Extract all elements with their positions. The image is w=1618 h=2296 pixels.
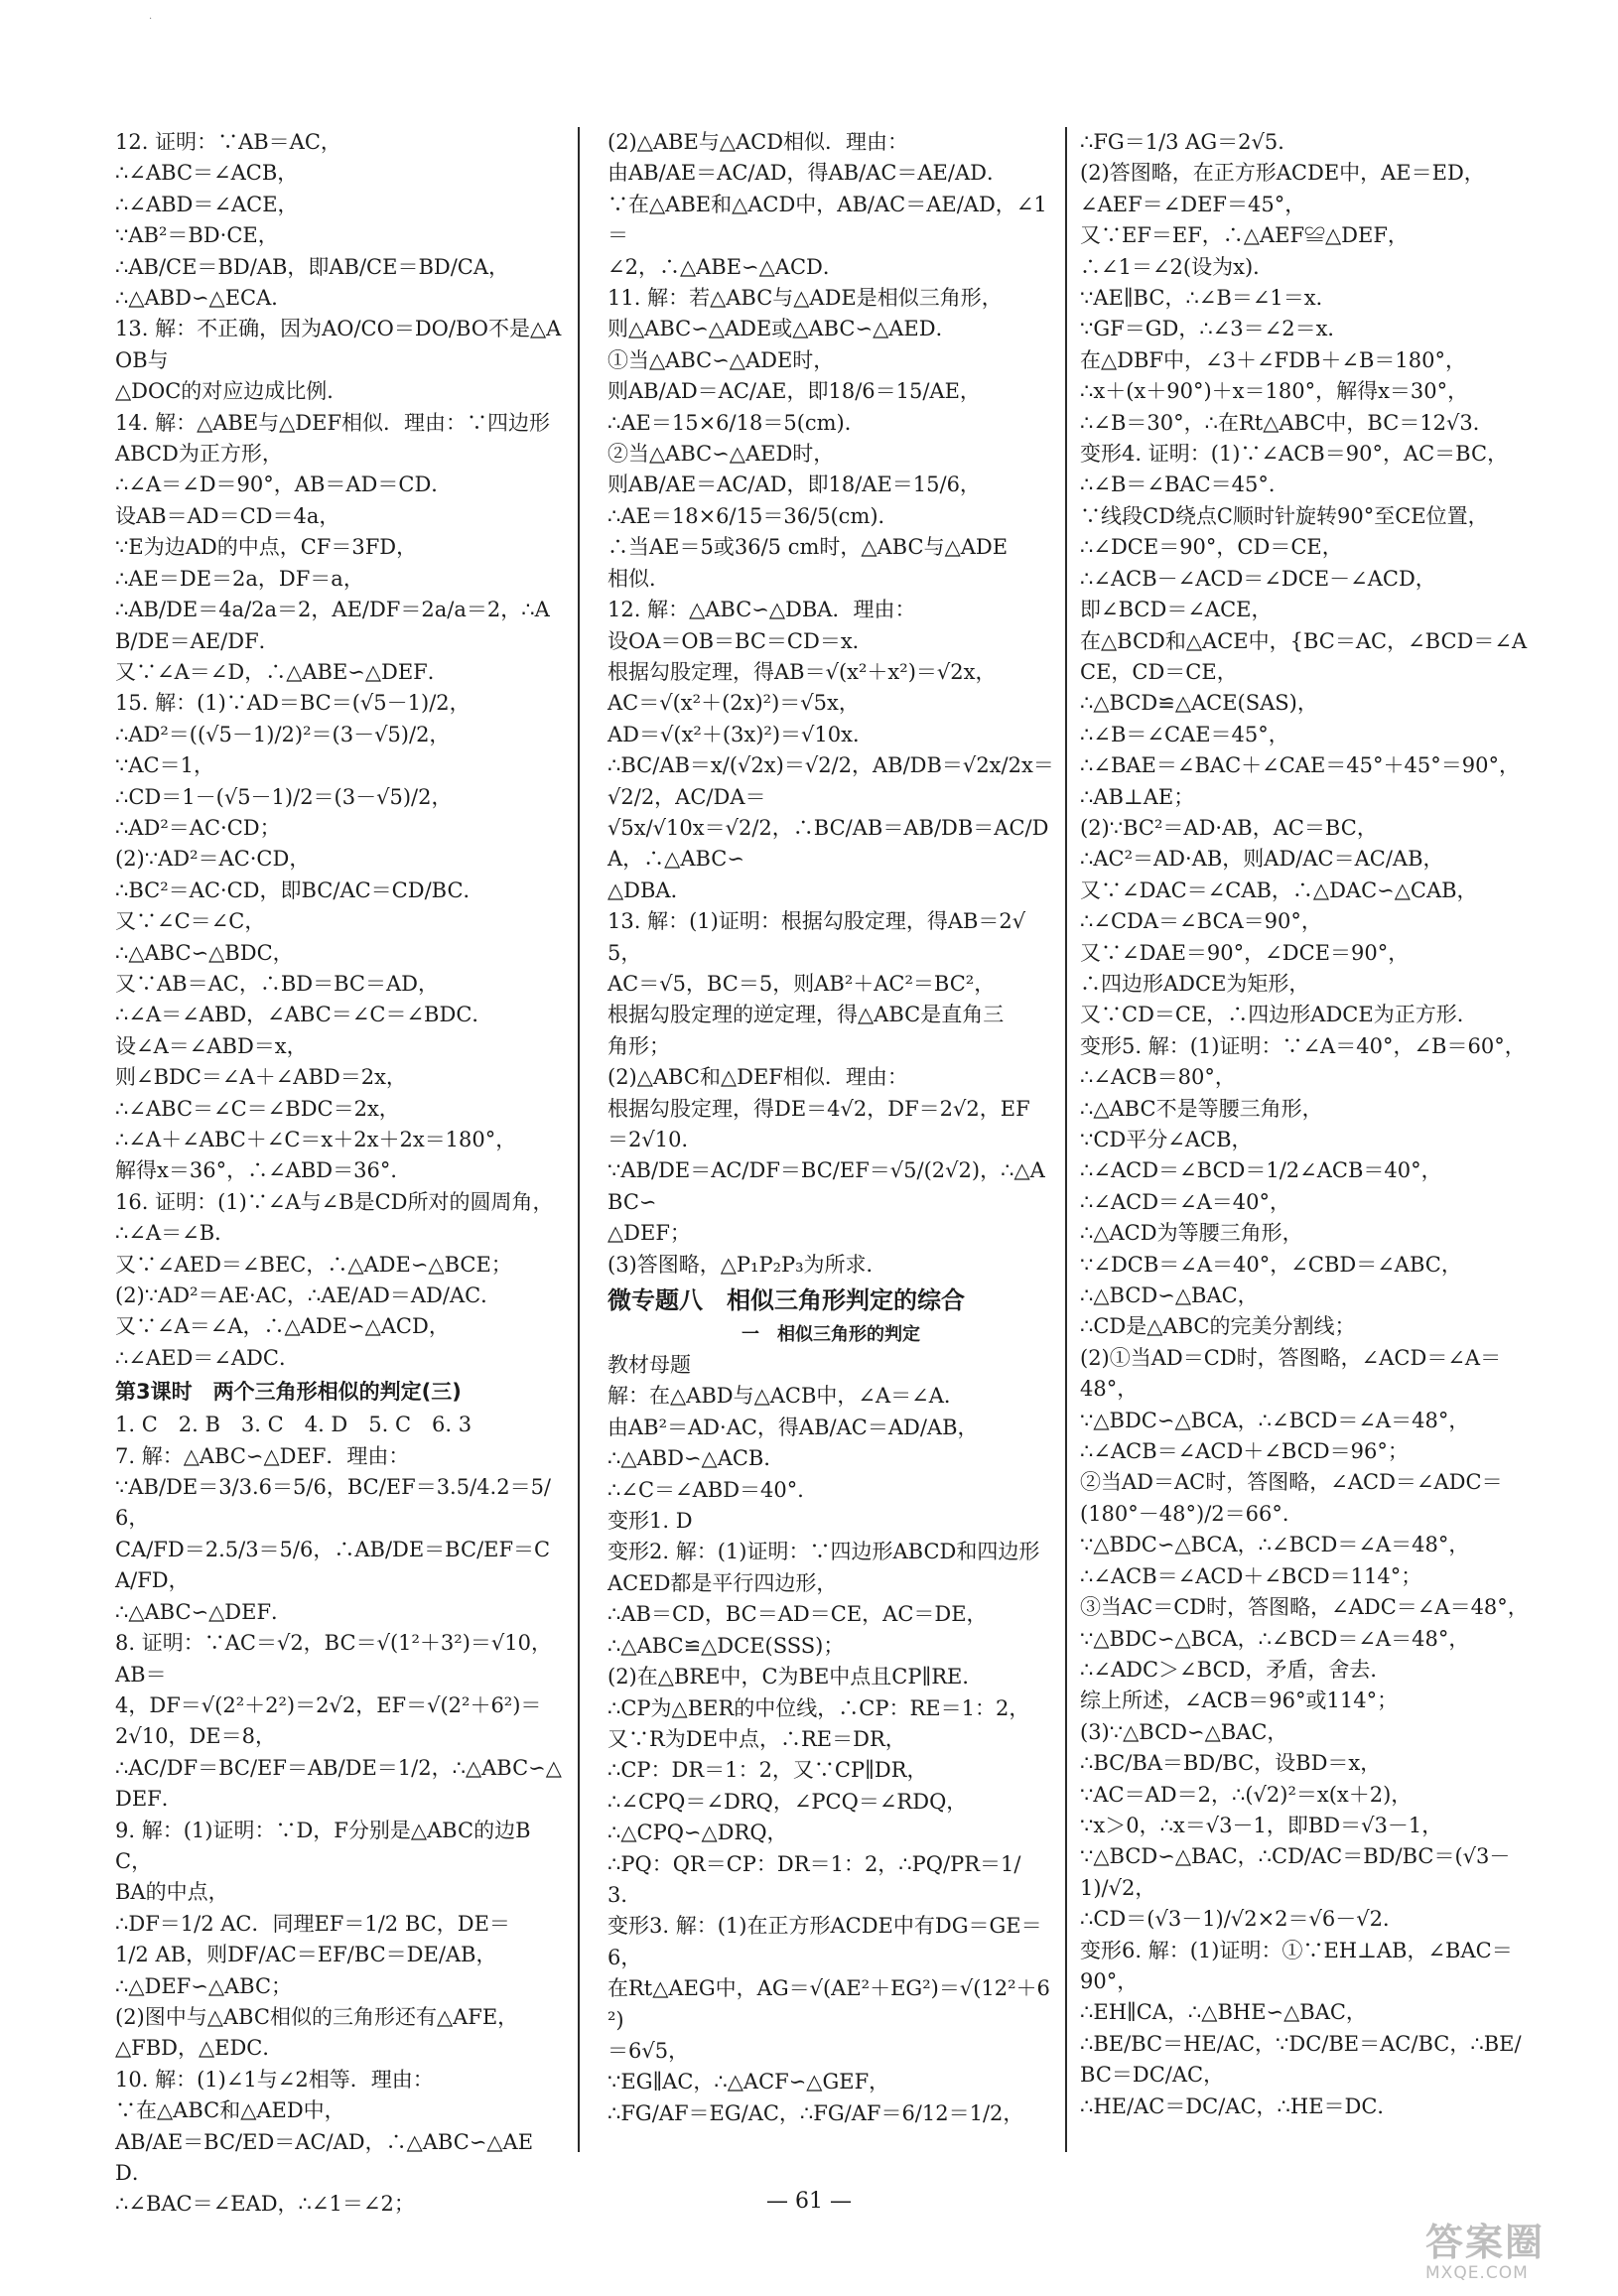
answer-line: ∴∠AED＝∠ADC．: [115, 1345, 300, 1370]
answer-line: 1/2 AB，则DF/AC＝EF/BC＝DE/AB，: [115, 1943, 497, 1967]
answer-line: ∴HE/AC＝DC/AC，∴HE＝DC．: [1080, 2093, 1399, 2118]
answer-line: 则AB/AE＝AC/AD，即18/AE＝15/6，: [607, 473, 981, 497]
answer-line: ∵E为边AD的中点，CF＝3FD，: [115, 535, 418, 560]
answer-line: 变形5. 解：(1)证明：∵∠A＝40°，∠B＝60°，: [1080, 1033, 1526, 1058]
answer-line: ∴x＋(x＋90°)＋x＝180°，解得x＝30°，: [1080, 379, 1469, 404]
answer-line: ∴∠ABC＝∠ACB，: [115, 161, 299, 186]
answer-line: 设OA＝OB＝BC＝CD＝x．: [607, 628, 874, 653]
answer-line: ③当AC＝CD时，答图略，∠ADC＝∠A＝48°，: [1080, 1595, 1529, 1620]
answer-line: ∴∠BAC＝∠EAD，∴∠1＝∠2；: [115, 2192, 415, 2217]
answer-line: ∴∠A＝∠ABD，∠ABC＝∠C＝∠BDC．: [115, 1003, 493, 1027]
answer-line: 则∠BDC＝∠A＋∠ABD＝2x，: [115, 1065, 407, 1090]
answer-line: ∵GF＝GD，∴∠3＝∠2＝x．: [1080, 317, 1349, 341]
answer-line: ACED都是平行四边形，: [607, 1570, 838, 1595]
answer-line: √5x/√10x＝√2/2，∴BC/AB＝AB/DB＝AC/DA，∴△ABC∽: [607, 815, 1049, 872]
answer-line: ∴∠DCE＝90°，CD＝CE，: [1080, 535, 1343, 560]
answer-line: 设∠A＝∠ABD＝x，: [115, 1033, 308, 1058]
answer-line: 2√10，DE＝8，: [115, 1724, 276, 1749]
answer-line: ∴∠ACB－∠ACD＝∠DCE－∠ACD，: [1080, 566, 1436, 591]
answer-line: 15. 解：(1)∵AD＝BC＝(√5－1)/2，: [115, 691, 471, 716]
answer-line: 则AB/AD＝AC/AE，即18/6＝15/AE，: [607, 379, 981, 404]
answer-line: 解：在△ABD与△ACB中，∠A＝∠A．: [607, 1384, 965, 1409]
answer-line: 又∵∠A＝∠A，∴△ADE∽△ACD，: [115, 1314, 450, 1339]
column-divider-2: [1065, 127, 1067, 2152]
answer-line: (2)图中与△ABC相似的三角形还有△AFE，: [115, 2004, 519, 2029]
answer-line: ∴CP为△BER的中位线，∴CP：RE＝1：2，: [607, 1695, 1030, 1720]
answer-line: ∴CP：DR＝1：2，又∵CP∥DR，: [607, 1758, 928, 1783]
answer-line: 7. 解：△ABC∽△DEF．理由：: [115, 1443, 410, 1468]
answer-line: △DOC的对应边成比例．: [115, 379, 348, 404]
answer-line: 13. 解：(1)证明：根据勾股定理，得AB＝2√5，: [607, 909, 1026, 965]
scan-mark: ·: [149, 14, 153, 25]
answer-line: AD＝√(x²＋(3x)²)＝√10x．: [607, 722, 874, 746]
answer-line: ∴△ABD∽△ACB．: [607, 1446, 785, 1471]
answer-line: 6，: [607, 1945, 642, 1969]
answer-line: ∴∠ADC＞∠BCD，矛盾，舍去．: [1080, 1657, 1392, 1682]
answer-line: ∴△ABC不是等腰三角形，: [1080, 1096, 1323, 1121]
answer-line: ∴∠ACD＝∠BCD＝1/2∠ACB＝40°，: [1080, 1158, 1442, 1183]
answer-line: ∴EH∥CA，∴△BHE∽△BAC，: [1080, 2000, 1367, 2025]
answer-line: (2)△ABE与△ACD相似．理由：: [607, 130, 909, 154]
answer-line: ∴CD＝1－(√5－1)/2＝(3－√5)/2，: [115, 784, 453, 809]
answer-line: ∵AB²＝BD·CE，: [115, 223, 279, 248]
answer-line: ∴BE/BC＝HE/AC，∵DC/BE＝AC/BC，∴BE/BC＝DC/AC，: [1080, 2031, 1522, 2088]
answer-line: △FBD，△EDC．: [115, 2036, 284, 2061]
answer-line: ＝6√5，: [607, 2038, 690, 2063]
answer-line: ∴AB/CE＝BD/AB，即AB/CE＝BD/CA，: [115, 254, 510, 279]
answer-line: ∵AB/DE＝3/3.6＝5/6，BC/EF＝3.5/4.2＝5/6，: [115, 1475, 552, 1531]
answer-line: ∴∠ACB＝∠ACD＋∠BCD＝114°；: [1080, 1563, 1422, 1588]
answer-line: (2)在△BRE中，C为BE中点且CP∥RE．: [607, 1665, 984, 1689]
answer-line: 48°，: [1080, 1377, 1139, 1402]
answer-line: ∴CD＝(√3－1)/√2×2＝√6－√2．: [1080, 1907, 1405, 1932]
answer-line: 13. 解：不正确，因为AO/CO＝DO/BO不是△AOB与: [115, 317, 562, 372]
answer-line: 又∵∠DAC＝∠CAB，∴△DAC∽△CAB，: [1080, 878, 1478, 902]
answer-line: 一 相似三角形的判定: [742, 1324, 920, 1346]
answer-line: ∵AC＝1，: [115, 753, 214, 778]
watermark-text: 答案圈: [1425, 2221, 1546, 2264]
answer-line: 变形4. 证明：(1)∵∠ACB＝90°，AC＝BC，: [1080, 442, 1509, 467]
answer-line: ∵在△ABC和△AED中，: [115, 2098, 345, 2123]
watermark-logo: [1425, 2222, 1594, 2285]
answer-line: BA的中点，: [115, 1880, 229, 1905]
answer-line: AB/AE＝BC/ED＝AC/AD，∴△ABC∽△AED．: [115, 2129, 534, 2185]
answer-line: (2)∵AD²＝AE·AC，∴AE/AD＝AD/AC．: [115, 1283, 502, 1308]
answer-line: ∴△ABC∽△DEF．: [115, 1599, 293, 1624]
answer-line: ∴AD²＝AC·CD；: [115, 815, 281, 840]
answer-line: 在△BCD和△ACE中，{BC＝AC，∠BCD＝∠ACE，CD＝CE，: [1080, 628, 1528, 684]
answer-line: 综上所述，∠ACB＝96°或114°；: [1080, 1688, 1399, 1713]
answer-line: ∴∠A＝∠D＝90°，AB＝AD＝CD．: [115, 473, 453, 497]
answer-line: 又∵CD＝CE，∴四边形ADCE为正方形．: [1080, 1003, 1478, 1027]
answer-line: ∵x＞0，∴x＝√3－1，即BD＝√3－1，: [1080, 1813, 1443, 1837]
answer-line: ②当△ABC∽△AED时，: [607, 442, 835, 467]
answer-line: (2)①当AD＝CD时，答图略，∠ACD＝∠A＝: [1080, 1345, 1502, 1370]
answer-line: 1. C 2. B 3. C 4. D 5. C 6. 3: [115, 1413, 472, 1437]
answer-line: 90°，: [1080, 1968, 1139, 1993]
answer-line: ∴∠CDA＝∠BCA＝90°，: [1080, 909, 1322, 934]
answer-line: (3)∵△BCD∽△BAC，: [1080, 1719, 1288, 1744]
answer-line: AC＝√(x²＋(2x)²)＝√5x，: [607, 691, 860, 716]
answer-line: 又∵EF＝EF，∴△AEF≌△DEF，: [1080, 223, 1409, 248]
answer-line: ∴△ABC≌△DCE(SSS)；: [607, 1633, 845, 1658]
answer-line: ∵△BDC∽△BCA，∴∠BCD＝∠A＝48°，: [1080, 1408, 1470, 1432]
answer-line: ABCD为正方形，: [115, 442, 283, 467]
answer-line: 在△DBF中，∠3＋∠FDB＋∠B＝180°，: [1080, 347, 1466, 372]
answer-line: 相似．: [607, 566, 670, 591]
answer-line: (3)答图略，△P₁P₂P₃为所求．: [607, 1252, 887, 1277]
answer-line: 根据勾股定理，得AB＝√(x²＋x²)＝√2x，: [607, 659, 997, 684]
answer-line: 又∵∠A＝∠D，∴△ABE∽△DEF．: [115, 659, 449, 684]
answer-line: ∵△BCD∽△BAC，∴CD/AC＝BD/BC＝(√3－1)/√2，: [1080, 1844, 1511, 1900]
answer-line: ∴AC²＝AD·AB，则AD/AC＝AC/AB，: [1080, 847, 1444, 872]
answer-line: 12. 解：△ABC∽△DBA．理由：: [607, 598, 916, 622]
answer-line: ∴AB＝CD，BC＝AD＝CE，AC＝DE，: [607, 1602, 988, 1627]
answer-line: (180°－48°)/2＝66°．: [1080, 1501, 1303, 1526]
answer-line: (2)∵BC²＝AD·AB，AC＝BC，: [1080, 815, 1378, 840]
answer-line: ∴△ABD∽△ECA．: [115, 286, 293, 311]
answer-line: ∴△BCD≌△ACE(SAS)，: [1080, 691, 1318, 716]
answer-line: (2)△ABC和△DEF相似．理由：: [607, 1065, 908, 1090]
answer-line: ∴△BCD∽△BAC，: [1080, 1283, 1259, 1308]
answer-line: 16. 证明：(1)∵∠A与∠B是CD所对的圆周角，: [115, 1189, 554, 1214]
answer-line: 变形1. D: [607, 1509, 693, 1534]
answer-column-right: [1080, 127, 1537, 2122]
answer-line: ∵∠DCB＝∠A＝40°，∠CBD＝∠ABC，: [1080, 1252, 1462, 1277]
column-divider-1: [578, 127, 580, 2152]
answer-line: ∵CD平分∠ACB，: [1080, 1128, 1253, 1151]
answer-line: ∵AC＝AD＝2，∴(√2)²＝x(x＋2)，: [1080, 1782, 1413, 1807]
answer-line: ∵△BDC∽△BCA，∴∠BCD＝∠A＝48°，: [1080, 1626, 1470, 1651]
answer-line: △DBA．: [607, 878, 692, 902]
answer-line: 10. 解：(1)∠1与∠2相等．理由：: [115, 2067, 434, 2092]
answer-line: ∵△BDC∽△BCA，∴∠BCD＝∠A＝48°，: [1080, 1533, 1470, 1557]
answer-line: 变形2. 解：(1)证明：∵四边形ABCD和四边形: [607, 1540, 1040, 1564]
answer-line: 根据勾股定理的逆定理，得△ABC是直角三: [607, 1003, 1005, 1027]
answer-line: 4，DF＝√(2²＋2²)＝2√2，EF＝√(2²＋6²)＝: [115, 1692, 542, 1717]
answer-line: 11. 解：若△ABC与△ADE是相似三角形，: [607, 286, 1003, 311]
answer-line: ∴∠B＝∠CAE＝45°，: [1080, 722, 1289, 746]
answer-line: 由AB/AE＝AC/AD，得AB/AC＝AE/AD．: [607, 161, 1008, 186]
answer-line: 设AB＝AD＝CD＝4a，: [115, 503, 340, 528]
answer-line: ∴四边形ADCE为矩形，: [1080, 971, 1310, 996]
answer-line: 又∵R为DE中点，∴RE＝DR，: [607, 1726, 906, 1751]
answer-line: ∴∠ACD＝∠A＝40°，: [1080, 1189, 1291, 1214]
answer-line: ∴∠ABD＝∠ACE，: [115, 192, 299, 216]
answer-line: ∴FG＝1/3 AG＝2√5．: [1080, 130, 1299, 154]
answer-line: ∴BC/AB＝x/(√2x)＝√2/2，AB/DB＝√2x/2x＝√2/2，AC/DA＝: [607, 753, 1054, 809]
answer-line: ∴AE＝DE＝2a，DF＝a，: [115, 566, 364, 591]
answer-line: ∴BC²＝AC·CD，即BC/AC＝CD/BC．: [115, 878, 484, 902]
answer-line: 又∵∠AED＝∠BEC，∴△ADE∽△BCE；: [115, 1252, 512, 1277]
answer-line: ∴∠C＝∠ABD＝40°．: [607, 1477, 819, 1502]
answer-line: ∴BC/BA＝BD/BC，设BD＝x，: [1080, 1751, 1382, 1776]
answer-line: 9. 解：(1)证明：∵D，F分别是△ABC的边BC，: [115, 1818, 531, 1873]
answer-line: 根据勾股定理，得DE＝4√2，DF＝2√2，EF: [607, 1096, 1030, 1121]
answer-line: ∴AE＝15×6/18＝5(cm)．: [607, 410, 866, 435]
answer-line: ＝2√10．: [607, 1128, 703, 1151]
answer-line: ∴AD²＝((√5－1)/2)²＝(3－√5)/2，: [115, 722, 451, 746]
answer-line: ∴△ABC∽△BDC，: [115, 940, 294, 965]
answer-line: 又∵AB＝AC，∴BD＝BC＝AD，: [115, 971, 439, 996]
answer-line: ∴△DEF∽△ABC；: [115, 1973, 293, 1998]
answer-line: 由AB²＝AD·AC，得AB/AC＝AD/AB，: [607, 1415, 979, 1439]
answer-column-left: [115, 127, 564, 2221]
answer-line: 即∠BCD＝∠ACE，: [1080, 598, 1273, 622]
answer-line: ∵EG∥AC，∴△ACF∽△GEF，: [607, 2070, 890, 2094]
answer-line: 变形6. 解：(1)证明：①∵EH⊥AB，∠BAC＝: [1080, 1938, 1513, 1962]
answer-column-middle: [607, 127, 1054, 2129]
answer-line: ∴∠B＝∠BAC＝45°．: [1080, 473, 1289, 497]
answer-line: ∴∠B＝30°，∴在Rt△ABC中，BC＝12√3．: [1080, 410, 1494, 435]
answer-line: AC＝√5，BC＝5，则AB²＋AC²＝BC²，: [607, 971, 996, 996]
answer-line: ∴FG/AF＝EG/AC，∴FG/AF＝6/12＝1/2，: [607, 2100, 1024, 2125]
answer-line: 变形3. 解：(1)在正方形ACDE中有DG＝GE＝: [607, 1914, 1042, 1939]
answer-line: ∴DF＝1/2 AC．同理EF＝1/2 BC，DE＝: [115, 1911, 510, 1936]
answer-line: ∴当AE＝5或36/5 cm时，△ABC与△ADE: [607, 535, 1009, 560]
answer-line: ∴CD是△ABC的完美分割线；: [1080, 1314, 1356, 1339]
answer-line: ∵线段CD绕点C顺时针旋转90°至CE位置，: [1080, 503, 1489, 528]
answer-line: ∵AE∥BC，∴∠B＝∠1＝x．: [1080, 286, 1337, 311]
answer-line: ∴AC/DF＝BC/EF＝AB/DE＝1/2，∴△ABC∽△DEF．: [115, 1755, 562, 1812]
answer-line: 又∵∠DAE＝90°，∠DCE＝90°，: [1080, 940, 1410, 965]
answer-line: ∠AEF＝∠DEF＝45°，: [1080, 192, 1306, 216]
answer-line: ∴∠BAE＝∠BAC＋∠CAE＝45°＋45°＝90°，: [1080, 753, 1520, 778]
answer-line: ②当AD＝AC时，答图略，∠ACD＝∠ADC＝: [1080, 1470, 1503, 1495]
answer-line: ∴PQ：QR＝CP：DR＝1：2，∴PQ/PR＝1/3．: [607, 1851, 1021, 1907]
answer-line: (2)答图略，在正方形ACDE中，AE＝ED，: [1080, 161, 1485, 186]
answer-line: ①当△ABC∽△ADE时，: [607, 347, 835, 372]
answer-line: ∴∠ACB＝80°，: [1080, 1065, 1236, 1090]
answer-line: 在Rt△AEG中，AG＝√(AE²＋EG²)＝√(12²＋6²): [607, 1976, 1050, 2032]
answer-line: 14. 解：△ABE与△DEF相似．理由：∵四边形: [115, 410, 551, 435]
answer-line: 教材母题: [607, 1353, 691, 1378]
answer-line: ∴∠ABC＝∠C＝∠BDC＝2x，: [115, 1096, 400, 1121]
answer-line: △DEF；: [607, 1221, 691, 1246]
answer-line: ∴AB⊥AE；: [1080, 784, 1195, 809]
answer-line: 微专题八 相似三角形判定的综合: [607, 1286, 965, 1315]
answer-line: 8. 证明：∵AC＝√2，BC＝√(1²＋3²)＝√10，AB＝: [115, 1631, 553, 1687]
answer-line: ∴∠CPQ＝∠DRQ，∠PCQ＝∠RDQ，: [607, 1789, 968, 1814]
answer-line: ∵在△ABE和△ACD中，AB/AC＝AE/AD，∠1＝: [607, 192, 1047, 248]
answer-line: ∴△ACD为等腰三角形，: [1080, 1221, 1303, 1246]
answer-line: ∴∠1＝∠2(设为x)．: [1080, 254, 1275, 279]
answer-line: 又∵∠C＝∠C，: [115, 909, 266, 934]
answer-line: ∴AE＝18×6/15＝36/5(cm)．: [607, 503, 899, 528]
page-number: — 61 —: [766, 2189, 852, 2214]
answer-line: ∴△CPQ∽△DRQ，: [607, 1821, 788, 1845]
answer-line: ∵AB/DE＝AC/DF＝BC/EF＝√5/(2√2)，∴△ABC∽: [607, 1158, 1045, 1214]
answer-line: 则△ABC∽△ADE或△ABC∽△AED．: [607, 317, 957, 341]
answer-line: 第3课时 两个三角形相似的判定(三): [115, 1380, 462, 1405]
answer-line: 角形；: [607, 1033, 670, 1058]
answer-line: ∴∠A＝∠B．: [115, 1221, 236, 1246]
answer-line: 解得x＝36°，∴∠ABD＝36°．: [115, 1158, 412, 1183]
answer-line: CA/FD＝2.5/3＝5/6，∴AB/DE＝BC/EF＝CA/FD，: [115, 1537, 551, 1593]
answer-line: (2)∵AD²＝AC·CD，: [115, 847, 311, 872]
answer-line: ∴∠A＋∠ABC＋∠C＝x＋2x＋2x＝180°，: [115, 1128, 517, 1151]
answer-line: ∠2，∴△ABE∽△ACD．: [607, 254, 844, 279]
answer-line: ∴AB/DE＝4a/2a＝2，AE/DF＝2a/a＝2，∴AB/DE＝AE/DF．: [115, 598, 550, 653]
answer-line: 12. 证明：∵AB＝AC，: [115, 130, 341, 154]
watermark-url: MXQE.COM: [1425, 2263, 1529, 2283]
answer-line: ∴∠ACB＝∠ACD＋∠BCD＝96°；: [1080, 1439, 1409, 1464]
